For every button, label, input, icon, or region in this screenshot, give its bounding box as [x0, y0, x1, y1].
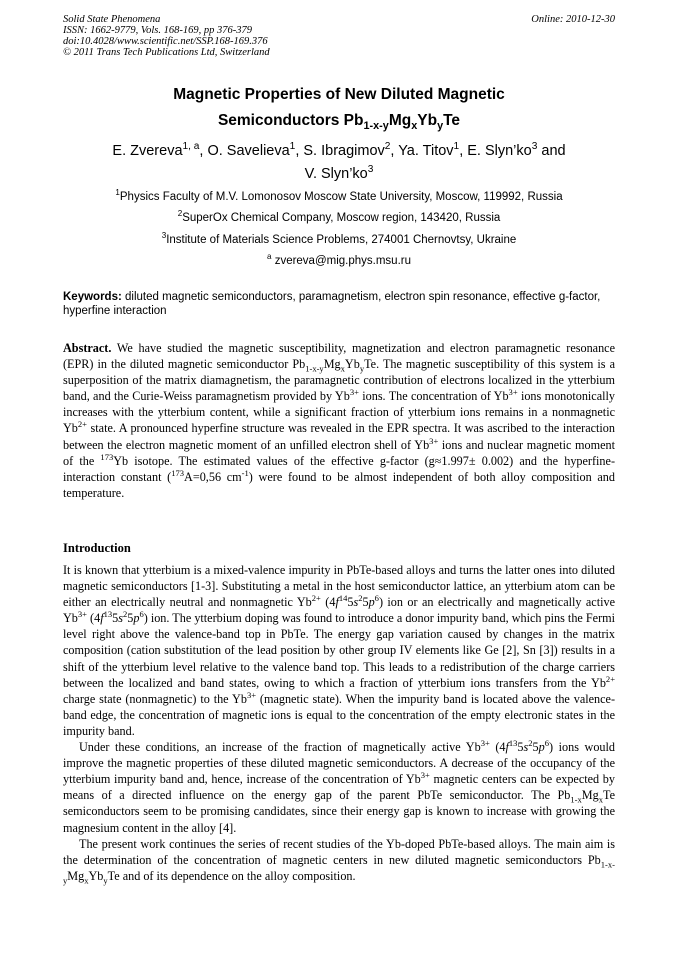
introduction-body [63, 562, 615, 884]
keywords-label: Keywords: [63, 291, 122, 303]
intro-paragraph-3: The present work continues the series of recent studies of the Yb-doped PbTe-based alloys. The main aim is the determination of the concentration of magnetic centers in new diluted magnetic semiconductors $Pb_{1-x-y}Mg_xYb_yTe$ and of its dependence on the alloy composition. [63, 836, 615, 886]
doi-line[interactable]: doi:10.4028/www.scientific.net/SSP.168-169.376 [63, 36, 268, 47]
author-line-2: V. $Slyn’ko^3$ [304, 164, 374, 182]
intro-paragraph-2: Under these conditions, an increase of the fraction of magnetically active $Yb^{3+}$ $(4f^{13}5s^25p^6)$ ions would improve the magnetic properties of these diluted magnetic semiconductors. A decrease of the occupancy of the ytterbium impurity band and, hence, increase of the concentration of $Yb^{3+}$ magnetic centers can be expected by means of a directed influence on the energy gap of the parent PbTe semiconductor. The $Pb_{1-x}Mg_xTe$ semiconductors seem to be promising candidates, since their energy gap is known to increase with growing the magnesium content in the alloy [4]. [63, 737, 615, 835]
keywords-text: diluted magnetic semiconductors, paramagnetism, electron spin resonance, effective g-factor, hyperfine interaction [63, 291, 601, 317]
paper-title [63, 82, 615, 134]
author-email[interactable]: $^a$ zvereva@mig.phys.msu.ru [267, 252, 411, 267]
author-list [63, 140, 615, 186]
abstract: Abstract. We have studied the magnetic susceptibility, magnetization and electron paramagnetic resonance (EPR) in the diluted magnetic semiconductor $Pb_{1-x-y}Mg_xYb_yTe$. The magnetic susceptibility of this system is a superposition of the matrix diamagnetism, the paramagnetic contribution of electrons localized in the ytterbium band, and the Curie-Weiss paramagnetism provided by $Yb^{3+}$ ions. The concentration of $Yb^{3+}$ ions monotonically increases with the ytterbium content, while a significant fraction of ytterbium ions remains in a nonmagnetic $Yb^{2+}$ state. A pronounced hyperfine structure was revealed in the EPR spectra. It was ascribed to the interaction between the electron magnetic moment of an unfilled electron shell of $Yb^{3+}$ ions and nuclear magnetic moment of the $^{173}$Yb isotope. The estimated values of the effective g-factor (g≈1.997± 0.002) and the hyperfine-interaction constant ($^{173}$A=0,56 $cm^{-1}$) were found to be almost independent of both alloy composition and temperature. [63, 341, 615, 500]
journal-name: Solid State Phenomena [63, 14, 161, 25]
copyright-line: © 2011 Trans Tech Publications Ltd, Switzerland [63, 47, 270, 58]
author-line-1: E. Zvereva$^{1, a}$, O. Savelieva$^1$, S. Ibragimov$^2$, Ya. Titov$^1$, E. $Slyn’ko^3$ and [112, 141, 566, 159]
intro-paragraph-1: It is known that ytterbium is a mixed-valence impurity in PbTe-based alloys and turns the latter ones into diluted magnetic semiconductors [1-3]. Substituting a metal in the host semiconductor lattice, an ytterbium atom can be either an electrically neutral and nonmagnetic $Yb^{2+}$ $(4f^{14}5s^25p^6)$ ion or an electrically and magnetically active $Yb^{3+}$ $(4f^{13}5s^25p^6)$ ion. The ytterbium doping was found to introduce a donor impurity band, which pins the Fermi level right above the valence-band top in PbTe. The energy gap variation caused by changes in the matrix composition (cation substitution of the lead position by other group IV elements like Ge [2], Sn [3]) results in a shift of the ytterbium level relative to the valence band top. This leads to a redistribution of the charge carriers between the localized and band states, owing to which a fraction of ytterbium ions transfers from the $Yb^{2+}$ charge state (nonmagnetic) to the $Yb^{3+}$ (magnetic state). When the impurity band is located above the valence-band edge, the concentration of magnetic ions is equal to the concentration of the empty electronic states in the impurity band. [63, 563, 616, 738]
affiliation-1: $^1$Physics Faculty of M.V. Lomonosov Moscow State University, Moscow, 119992, Russia [115, 188, 563, 203]
online-date: Online: 2010-12-30 [531, 14, 615, 25]
title-line-2: Semiconductors $Pb_{1-x-y}Mg_xYb_yTe$ [217, 112, 461, 133]
affiliation-2: $^2$SuperOx Chemical Company, Moscow region, 143420, Russia [177, 209, 501, 224]
journal-header [63, 14, 615, 58]
issn-line: ISSN: 1662-9779, Vols. 168-169, pp 376-379 [63, 25, 252, 36]
introduction-heading: Introduction [63, 541, 131, 555]
abstract-label: Abstract. [63, 341, 112, 355]
keywords [63, 290, 615, 318]
affiliation-3: $^3$Institute of Materials Science Problems, 274001 Chernovtsy, Ukraine [161, 231, 517, 246]
title-line-1: Magnetic Properties of New Diluted Magnetic [173, 86, 505, 103]
